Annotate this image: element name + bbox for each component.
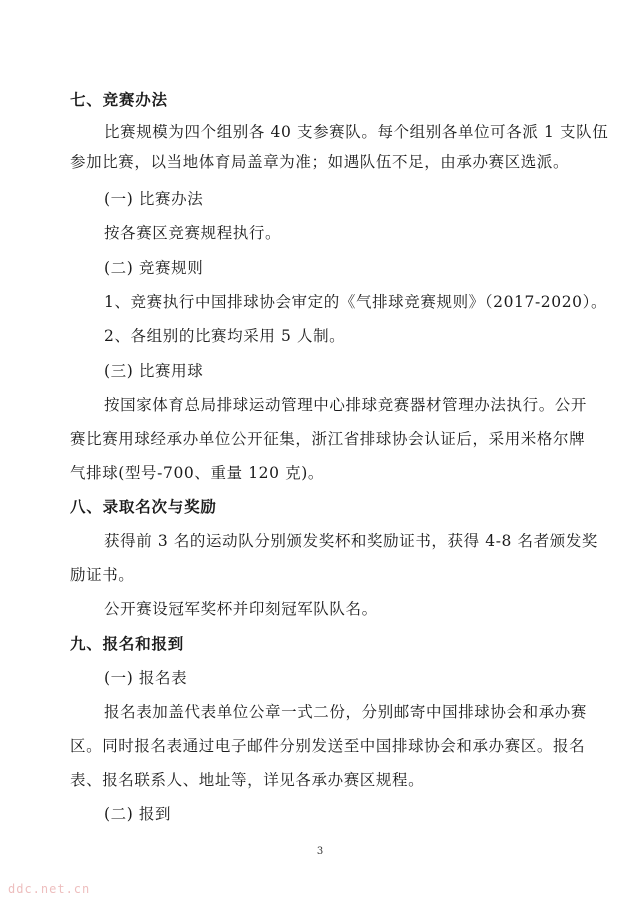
paragraph-line: 赛比赛用球经承办单位公开征集，浙江省排球协会认证后，采用米格尔牌 (70, 430, 586, 448)
subsection-title: (一) 报名表 (104, 669, 188, 687)
paragraph-line: 获得前 3 名的运动队分别颁发奖杯和奖励证书，获得 4-8 名者颁发奖 (104, 532, 599, 550)
section-heading-competition-method: 七、竞赛办法 (70, 91, 168, 109)
paragraph-line: 表、报名联系人、地址等，详见各承办赛区规程。 (70, 771, 425, 789)
paragraph-line: 报名表加盖代表单位公章一式二份，分别邮寄中国排球协会和承办赛 (104, 703, 588, 721)
paragraph-line: 励证书。 (70, 566, 135, 584)
subsection-title: (三) 比赛用球 (104, 362, 204, 380)
subsection-title: (二) 竞赛规则 (104, 259, 204, 277)
paragraph-line: 按各赛区竞赛规程执行。 (104, 224, 282, 242)
paragraph-line: 参加比赛，以当地体育局盖章为准；如遇队伍不足，由承办赛区选派。 (70, 153, 570, 171)
paragraph-line: 公开赛设冠军奖杯并印刻冠军队队名。 (104, 600, 378, 618)
paragraph-line: 气排球(型号-700、重量 120 克)。 (70, 464, 324, 482)
section-heading-registration: 九、报名和报到 (70, 635, 185, 653)
section-heading-ranking-awards: 八、录取名次与奖励 (70, 498, 217, 516)
watermark: ddc.net.cn (8, 882, 91, 896)
subsection-title: (二) 报到 (104, 805, 172, 823)
page-number: 3 (316, 846, 324, 857)
list-item: 1、竞赛执行中国排球协会审定的《气排球竞赛规则》（2017-2020）。 (104, 293, 608, 311)
paragraph-line: 区。同时报名表通过电子邮件分别发送至中国排球协会和承办赛区。报名 (70, 737, 586, 755)
list-item: 2、各组别的比赛均采用 5 人制。 (104, 327, 346, 345)
paragraph-line: 比赛规模为四个组别各 40 支参赛队。每个组别各单位可各派 1 支队伍 (104, 123, 609, 141)
paragraph-line: 按国家体育总局排球运动管理中心排球竞赛器材管理办法执行。公开 (104, 396, 588, 414)
subsection-title: (一) 比赛办法 (104, 190, 204, 208)
